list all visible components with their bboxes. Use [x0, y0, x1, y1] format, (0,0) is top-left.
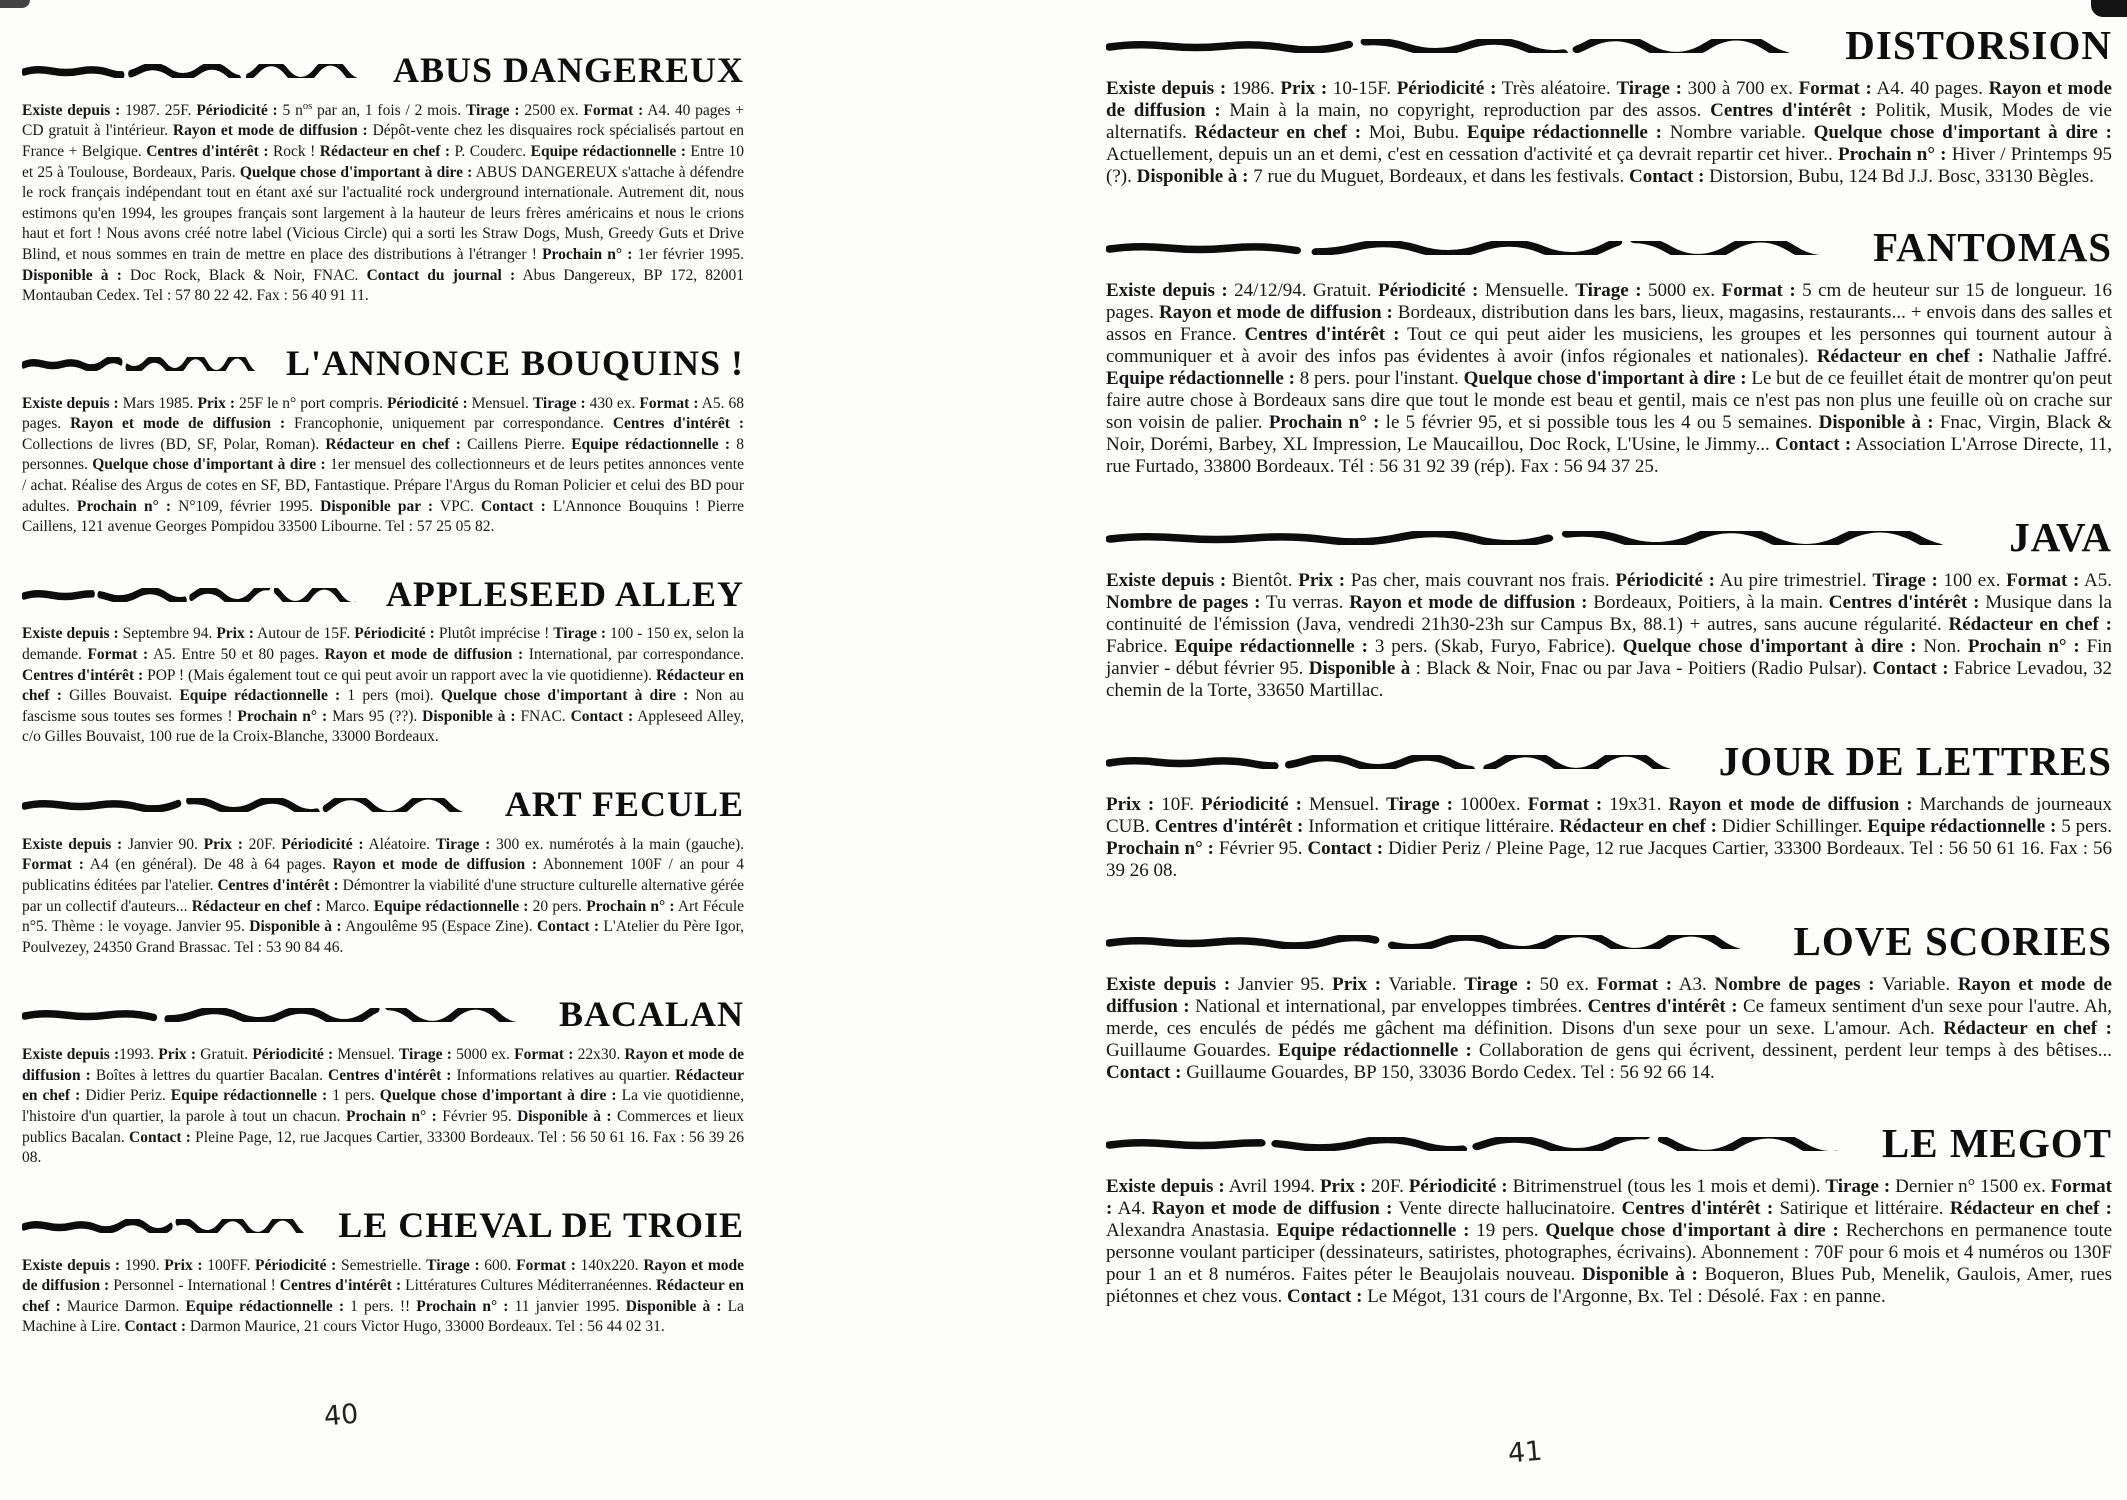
entry-body: Existe depuis : Janvier 90. Prix : 20F. Périodicité : Aléatoire. Tirage : 300 ex. numérotés à la main (gauche). Format : A4 (en général). De 48 à 64 pages. Rayon et mode de diffusion : Abonnement 100F / an pour 4 publicatins éditées par l'atelier. Centres d'intérêt : Démontrer la viabilité d'une structure culturelle alternative gérée par un collectif d'auteurs... Rédacteur en chef : Marco. Equipe rédactionnelle : 20 pers. Prochain n° : Art Fécule n°5. Thème : le voyage. Janvier 95. Disponible à : Angoulême 95 (Espace Zine). Contact : L'Atelier du Père Igor, Poulvezey, 24350 Grand Brassac. Tel : 53 90 84 46. — [22, 835, 745, 956]
entry-body: Existe depuis : 1990. Prix : 100FF. Périodicité : Semestrielle. Tirage : 600. Format : 140x220. Rayon et mode de diffusion : Personnel - International ! Centres d'intérêt : Littératures Cultures Méditerranéennes. Rédacteur en chef : Maurice Darmon. Equipe rédactionnelle : 1 pers. !! Prochain n° : 11 janvier 1995. Disponible à : La Machine à Lire. Contact : Darmon Maurice, 21 cours Victor Hugo, 33000 Bordeaux. Tel : 56 44 02 31. — [22, 1256, 745, 1336]
scribble-divider — [1106, 39, 1827, 53]
entries-column — [1106, 24, 2112, 1308]
scribble-divider — [1106, 531, 1991, 545]
scribble-divider — [1106, 755, 1701, 769]
scribble-divider — [22, 64, 375, 78]
entry-header — [1106, 920, 2112, 963]
scribble-divider — [22, 1219, 320, 1233]
entry-header — [22, 1204, 744, 1245]
zine-entry — [22, 573, 745, 748]
zine-entry — [22, 342, 745, 538]
entry-header — [22, 52, 744, 90]
entry-header — [22, 786, 744, 824]
zine-entry — [1106, 920, 2112, 1084]
entry-title: ABUS DANGEREUX — [392, 50, 744, 90]
entry-title: BACALAN — [558, 994, 744, 1035]
page-number: 40 — [322, 1398, 360, 1433]
scribble-divider — [1106, 935, 1776, 949]
zine-entry — [1106, 740, 2112, 882]
zine-entry — [22, 52, 744, 307]
entry-title: JAVA — [2009, 514, 2112, 561]
zine-entry — [1106, 24, 2112, 188]
entries-column — [22, 52, 744, 1338]
scribble-divider — [22, 357, 268, 371]
zine-entry — [22, 1204, 745, 1338]
page-left — [22, 0, 744, 1500]
zine-entry — [22, 786, 744, 958]
scribble-divider — [1106, 1137, 1864, 1151]
scribble-divider — [22, 798, 487, 812]
entry-body: Prix : 10F. Périodicité : Mensuel. Tirage : 1000ex. Format : 19x31. Rayon et mode de diffusion : Marchands de journeaux CUB. Centres d'intérêt : Information et critique littéraire. Rédacteur en chef : Didier Schillinger. Equipe rédactionnelle : 5 pers. Prochain n° : Février 95. Contact : Didier Periz / Pleine Page, 12 rue Jacques Cartier, 33300 Bordeaux. Tel : 56 50 61 16. Fax : 56 39 26 08. — [1106, 794, 2113, 882]
entry-body: Existe depuis : Mars 1985. Prix : 25F le n° port compris. Périodicité : Mensuel. Tirage : 430 ex. Format : A5. 68 pages. Rayon et mode de diffusion : Francophonie, uniquement par correspondance. Centres d'intérêt : Collections de livres (BD, SF, Polar, Roman). Rédacteur en chef : Caillens Pierre. Equipe rédactionnelle : 8 personnes. Quelque chose d'important à dire : 1er mensuel des collectionneurs et de leurs petites annonces vente / achat. Réalise des Argus de cotes en SF, BD, Fantastique. Prépare l'Argus du Roman Policier et celui des BD pour adultes. Prochain n° : N°109, février 1995. Disponible par : VPC. Contact : L'Annonce Bouquins ! Pierre Caillens, 121 avenue Georges Pompidou 33500 Libourne. Tel : 57 25 05 82. — [22, 394, 745, 536]
scribble-divider — [22, 588, 368, 602]
entry-header — [22, 573, 744, 614]
entry-body: Existe depuis : 1987. 25F. Périodicité : 5 $n^{os}$ par an, 1 fois / 2 mois. Tirage : 2500 ex. Format : A4. 40 pages + CD gratuit à l'intérieur. Rayon et mode de diffusion : Dépôt-vente chez les disquaires rock spécialisés partout en France + Belgique. Centres d'intérêt : Rock ! Rédacteur en chef : P. Couderc. Equipe rédactionnelle : Entre 10 et 25 à Toulouse, Bordeaux, Paris. Quelque chose d'important à dire : ABUS DANGEREUX s'attache à défendre le rock français indépendant tout en étant axé sur l'actualité rock underground internationale. Autrement dit, nous estimons qu'en 1994, les groupes français sont largement à la hauteur de leurs frères américains et nous le crions haut et fort ! Nous avons créé notre label (Vicious Circle) qui a sorti les Straw Dogs, Mush, Greedy Guts et Drive Blind, et nous sommes en train de mettre en place des distributions à l'étranger ! Prochain n° : 1er février 1995. Disponible à : Doc Rock, Black & Noir, FNAC. Contact du journal : Abus Dangereux, BP 172, 82001 Montauban Cedex. Tel : 57 80 22 42. Fax : 56 40 91 11. — [22, 100, 744, 305]
zine-entry — [1106, 1122, 2112, 1308]
page-number: 41 — [1506, 1435, 1544, 1470]
entry-body: Existe depuis : Bientôt. Prix : Pas cher, mais couvrant nos frais. Périodicité : Au pire trimestriel. Tirage : 100 ex. Format : A5. Nombre de pages : Tu verras. Rayon et mode de diffusion : Bordeaux, Poitiers, à la main. Centres d'intérêt : Musique dans la continuité de l'émission (Java, vendredi 21h30-23h sur Campus Bx, 88.1) + autres, sans aucune régularité. Rédacteur en chef : Fabrice. Equipe rédactionnelle : 3 pers. (Skab, Furyo, Fabrice). Quelque chose d'important à dire : Non. Prochain n° : Fin janvier - début février 95. Disponible à : Black & Noir, Fnac ou par Java - Poitiers (Radio Pulsar). Contact : Fabrice Levadou, 32 chemin de la Torte, 33650 Martillac. — [1106, 570, 2112, 702]
entry-header — [1106, 516, 2112, 559]
entry-title: LE CHEVAL DE TROIE — [338, 1204, 744, 1245]
entry-header — [1106, 226, 2112, 269]
entry-header — [1106, 1122, 2112, 1165]
entry-header — [1106, 740, 2112, 783]
entry-title: DISTORSION — [1845, 22, 2112, 68]
entry-body: Existe depuis :1993. Prix : Gratuit. Périodicité : Mensuel. Tirage : 5000 ex. Format : 22x30. Rayon et mode de diffusion : Boîtes à lettres du quartier Bacalan. Centres d'intérêt : Informations relatives au quartier. Rédacteur en chef : Didier Periz. Equipe rédactionnelle : 1 pers. Quelque chose d'important à dire : La vie quotidienne, l'histoire d'un quartier, la parole à tout un chacun. Prochain n° : Février 95. Disponible à : Commerces et lieux publics Bacalan. Contact : Pleine Page, 12, rue Jacques Cartier, 33300 Bordeaux. Tel : 56 50 61 16. Fax : 56 39 26 08. — [22, 1046, 745, 1167]
entry-header — [22, 996, 744, 1034]
entry-title: ART FECULE — [504, 784, 744, 825]
entry-title: JOUR DE LETTRES — [1718, 738, 2112, 785]
scribble-divider — [22, 1008, 541, 1022]
entry-title: L'ANNONCE BOUQUINS ! — [285, 342, 744, 383]
entry-header — [22, 342, 744, 383]
entry-body: Existe depuis : 24/12/94. Gratuit. Périodicité : Mensuelle. Tirage : 5000 ex. Format : 5 cm de heuteur sur 15 de longueur. 16 pages. Rayon et mode de diffusion : Bordeaux, distribution dans les bars, lieux, magasins, restaurants... + envois dans des salles et assos en France. Centres d'intérêt : Tout ce qui peut aider les musiciens, les groupes et les personnes qui tournent autour à communiquer et à avoir des infos pas évidentes à avoir (infos régionales et nationales). Rédacteur en chef : Nathalie Jaffré. Equipe rédactionnelle : 8 pers. pour l'instant. Quelque chose d'important à dire : Le but de ce feuillet était de montrer qu'on peut faire autre chose à Bordeaux sans dire que tout le monde est beau et gentil, mais ce n'est pas non plus une feuille où on crache sur son voisin de palier. Prochain n° : le 5 février 95, et si possible tous les 4 ou 5 semaines. Disponible à : Fnac, Virgin, Black & Noir, Dorémi, Barbey, XL Impression, Le Maucaillou, Doc Rock, L'Usine, le Jimmy... Contact : Association L'Arrose Directe, 11, rue Furtado, 33800 Bordeaux. Tél : 56 31 92 39 (rép). Fax : 56 94 37 25. — [1106, 280, 2113, 478]
entry-header — [1106, 24, 2112, 67]
entry-title: LE MEGOT — [1881, 1120, 2112, 1167]
entry-body: Existe depuis : Septembre 94. Prix : Autour de 15F. Périodicité : Plutôt imprécise ! Tirage : 100 - 150 ex, selon la demande. Format : A5. Entre 50 et 80 pages. Rayon et mode de diffusion : International, par correspondance. Centres d'intérêt : POP ! (Mais également tout ce qui peut avoir un rapport avec la vie quotidienne). Rédacteur en chef : Gilles Bouvaist. Equipe rédactionnelle : 1 pers (moi). Quelque chose d'important à dire : Non au fascisme sous toutes ses formes ! Prochain n° : Mars 95 (??). Disponible à : FNAC. Contact : Appleseed Alley, c/o Gilles Bouvaist, 100 rue de la Croix-Blanche, 33000 Bordeaux. — [22, 625, 745, 746]
entry-title: FANTOMAS — [1873, 224, 2112, 271]
entry-body: Existe depuis : 1986. Prix : 10-15F. Périodicité : Très aléatoire. Tirage : 300 à 700 ex. Format : A4. 40 pages. Rayon et mode de diffusion : Main à la main, no copyright, reproduction par des assos. Centres d'intérêt : Politik, Musik, Modes de vie alternatifs. Rédacteur en chef : Moi, Bubu. Equipe rédactionnelle : Nombre variable. Quelque chose d'important à dire : Actuellement, depuis un an et demi, c'est en cessation d'activité et ça devrait repartir cet hiver.. Prochain n° : Hiver / Printemps 95 (?). Disponible à : 7 rue du Muguet, Bordeaux, et dans les festivals. Contact : Distorsion, Bubu, 124 Bd J.J. Bosc, 33130 Bègles. — [1106, 78, 2112, 188]
entry-title: APPLESEED ALLEY — [385, 573, 744, 614]
zine-entry — [22, 996, 744, 1168]
scribble-divider — [1106, 241, 1855, 255]
zine-entry — [1106, 516, 2112, 702]
zine-entry — [1106, 226, 2112, 478]
entry-body: Existe depuis : Avril 1994. Prix : 20F. Périodicité : Bitrimenstruel (tous les 1 mois et demi). Tirage : Dernier n° 1500 ex. Format : A4. Rayon et mode de diffusion : Vente directe hallucinatoire. Centres d'intérêt : Satirique et littéraire. Rédacteur en chef : Alexandra Anastasia. Equipe rédactionnelle : 19 pers. Quelque chose d'important à dire : Recherchons en permanence toute personne voulant participer (dessinateurs, satiristes, photographes, écrivains). Abonnement : 70F pour 6 mois et 4 numéros ou 130F pour 1 an et 8 numéros. Faites péter le Beaujolais nouveau. Disponible à : Boqueron, Blues Pub, Menelik, Gaulois, Amer, rues piétonnes et chez vous. Contact : Le Mégot, 131 cours de l'Argonne, Bx. Tel : Désolé. Fax : en panne. — [1106, 1176, 2113, 1308]
entry-body: Existe depuis : Janvier 95. Prix : Variable. Tirage : 50 ex. Format : A3. Nombre de pages : Variable. Rayon et mode de diffusion : National et international, par enveloppes timbrées. Centres d'intérêt : Ce fameux sentiment d'un sexe pour l'autre. Ah, merde, ces enculés de pédés me gâchent ma définition. Disons d'un sexe pour un sexe. L'amour. Ach. Rédacteur en chef : Guillaume Gouardes. Equipe rédactionnelle : Collaboration de gens qui écrivent, dessinent, perdent leur temps à des bêtises... Contact : Guillaume Gouardes, BP 150, 33036 Bordo Cedex. Tel : 56 92 66 14. — [1106, 974, 2113, 1084]
entry-title: LOVE SCORIES — [1793, 918, 2112, 965]
page-right — [1106, 0, 2112, 1500]
